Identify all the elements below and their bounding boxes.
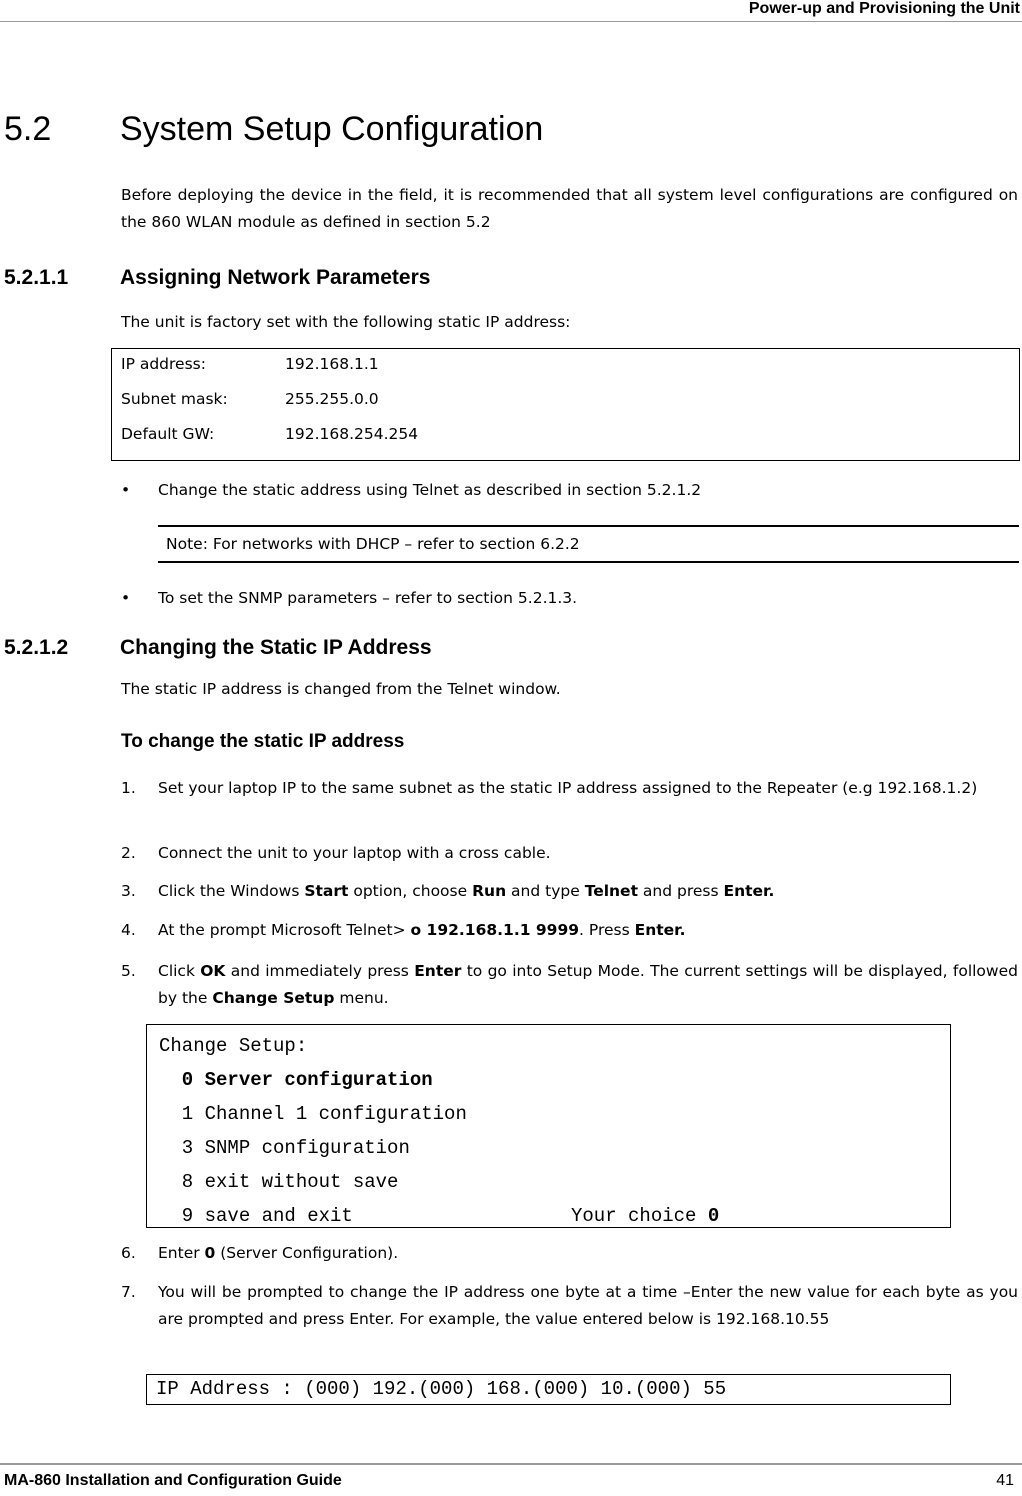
step-text-part: and press (637, 882, 724, 900)
step-text: Set your laptop IP to the same subnet as the static IP address assigned to the Repeater (e.g 192.168.1.2) (158, 779, 978, 797)
section-title: System Setup Configuration (120, 110, 544, 148)
subsection-intro: The static IP address is changed from the Telnet window. (121, 680, 561, 698)
step-text-part: to go into Setup Mode. The current settings will be displayed, followed by the (158, 962, 1018, 1007)
step-text (158, 878, 1018, 905)
ip-defaults-table (111, 348, 1020, 461)
page-number: 41 (996, 1472, 1014, 1489)
step-number: 3. (121, 882, 136, 900)
menu-item: 9 save and exit (159, 1205, 353, 1227)
step-text-part: option, choose (348, 882, 473, 900)
procedure-step (121, 775, 1018, 802)
step-text-part: and type (506, 882, 585, 900)
subsection-number: 5.2.1.1 (4, 266, 69, 289)
subsection-heading-2 (4, 636, 432, 660)
step-number: 1. (121, 779, 136, 797)
subsection-heading-1 (4, 266, 430, 290)
subnet-value: 255.255.0.0 (285, 390, 379, 408)
step-text (158, 917, 1018, 944)
step-text-part: menu. (334, 989, 389, 1007)
step-keyword: Telnet (584, 882, 638, 900)
step-text-part: . Press (579, 921, 635, 939)
step-number: 5. (121, 962, 136, 980)
step-text: Connect the unit to your laptop with a cross cable. (158, 844, 551, 862)
step-keyword: Start (304, 882, 349, 900)
subsection-intro: The unit is factory set with the following static IP address: (121, 313, 571, 331)
ip-entry-box (146, 1374, 951, 1405)
table-row (121, 421, 1019, 456)
ip-label: IP address: (121, 355, 206, 373)
step-text (158, 958, 1018, 1012)
step-text-part: Click the Windows (158, 882, 305, 900)
procedure-step (121, 878, 1018, 905)
subsection-number: 5.2.1.2 (4, 636, 69, 659)
step-number: 7. (121, 1283, 136, 1301)
subnet-label: Subnet mask: (121, 390, 228, 408)
step-keyword: Enter. (723, 882, 775, 900)
menu-item: 3 SNMP configuration (159, 1137, 410, 1159)
menu-title: Change Setup: (159, 1035, 308, 1057)
step-keyword: Enter. (634, 921, 686, 939)
choice-label: Your choice (571, 1205, 708, 1227)
menu-item: 0 Server configuration (159, 1069, 433, 1091)
header-divider (0, 21, 1022, 22)
step-number: 2. (121, 844, 136, 862)
page-header: Power-up and Provisioning the Unit (748, 0, 1020, 17)
choice-value: 0 (707, 1205, 720, 1227)
choice-prompt (571, 1199, 719, 1233)
menu-item: 8 exit without save (159, 1171, 399, 1193)
procedure-step (121, 958, 1018, 1012)
gateway-label: Default GW: (121, 425, 215, 443)
procedure-step (121, 1279, 1018, 1333)
step-text-part: and immediately press (225, 962, 415, 980)
step-text-part: (Server Configuration). (215, 1244, 399, 1262)
menu-last-row (159, 1199, 950, 1233)
step-text-part: Click (158, 962, 201, 980)
step-text: You will be prompted to change the IP address one byte at a time –Enter the new value for each byte as you are prompted and press Enter. For example, the value entered below is 192.168.10.55 (158, 1283, 1018, 1328)
step-number: 4. (121, 921, 136, 939)
table-row (121, 351, 1019, 386)
section-heading (4, 110, 543, 149)
menu-item: 1 Channel 1 configuration (159, 1103, 467, 1125)
ip-entry-line: IP Address : (000) 192.(000) 168.(000) 10.(000) 55 (156, 1378, 727, 1400)
footer-divider (0, 1463, 1022, 1465)
step-text (158, 1240, 1018, 1267)
section-intro: Before deploying the device in the field, it is recommended that all system level configurations are configured on the 860 WLAN module as defined in section 5.2 (121, 186, 1018, 231)
step-number: 6. (121, 1244, 136, 1262)
step-keyword: Change Setup (212, 989, 335, 1007)
change-setup-menu (146, 1024, 951, 1228)
section-number: 5.2 (4, 110, 52, 148)
subsection-title: Changing the Static IP Address (120, 636, 432, 659)
gateway-value: 192.168.254.254 (285, 425, 419, 443)
step-keyword: OK (200, 962, 226, 980)
bullet-glyph: • (121, 481, 131, 499)
footer-title: MA-860 Installation and Configuration Guide (4, 1472, 342, 1489)
step-keyword: 0 (204, 1244, 216, 1262)
ip-value: 192.168.1.1 (285, 355, 379, 373)
bullet-text: Change the static address using Telnet as described in section 5.2.1.2 (158, 481, 702, 499)
procedure-step (121, 917, 1018, 944)
step-text-part: At the prompt Microsoft Telnet> (158, 921, 411, 939)
step-text-part: Enter (158, 1244, 205, 1262)
step-keyword: Enter (414, 962, 462, 980)
bullet-item (121, 585, 577, 612)
bullet-glyph: • (121, 589, 131, 607)
subsection-title: Assigning Network Parameters (120, 266, 431, 289)
step-keyword: Run (472, 882, 507, 900)
note-box: Note: For networks with DHCP – refer to section 6.2.2 (158, 525, 1019, 563)
step-keyword: o 192.168.1.1 9999 (410, 921, 580, 939)
procedure-step (121, 840, 1018, 867)
procedure-heading: To change the static IP address (121, 731, 405, 752)
bullet-item (121, 477, 701, 504)
bullet-text: To set the SNMP parameters – refer to section 5.2.1.3. (158, 589, 578, 607)
table-row (121, 386, 1019, 421)
procedure-step (121, 1240, 1018, 1267)
